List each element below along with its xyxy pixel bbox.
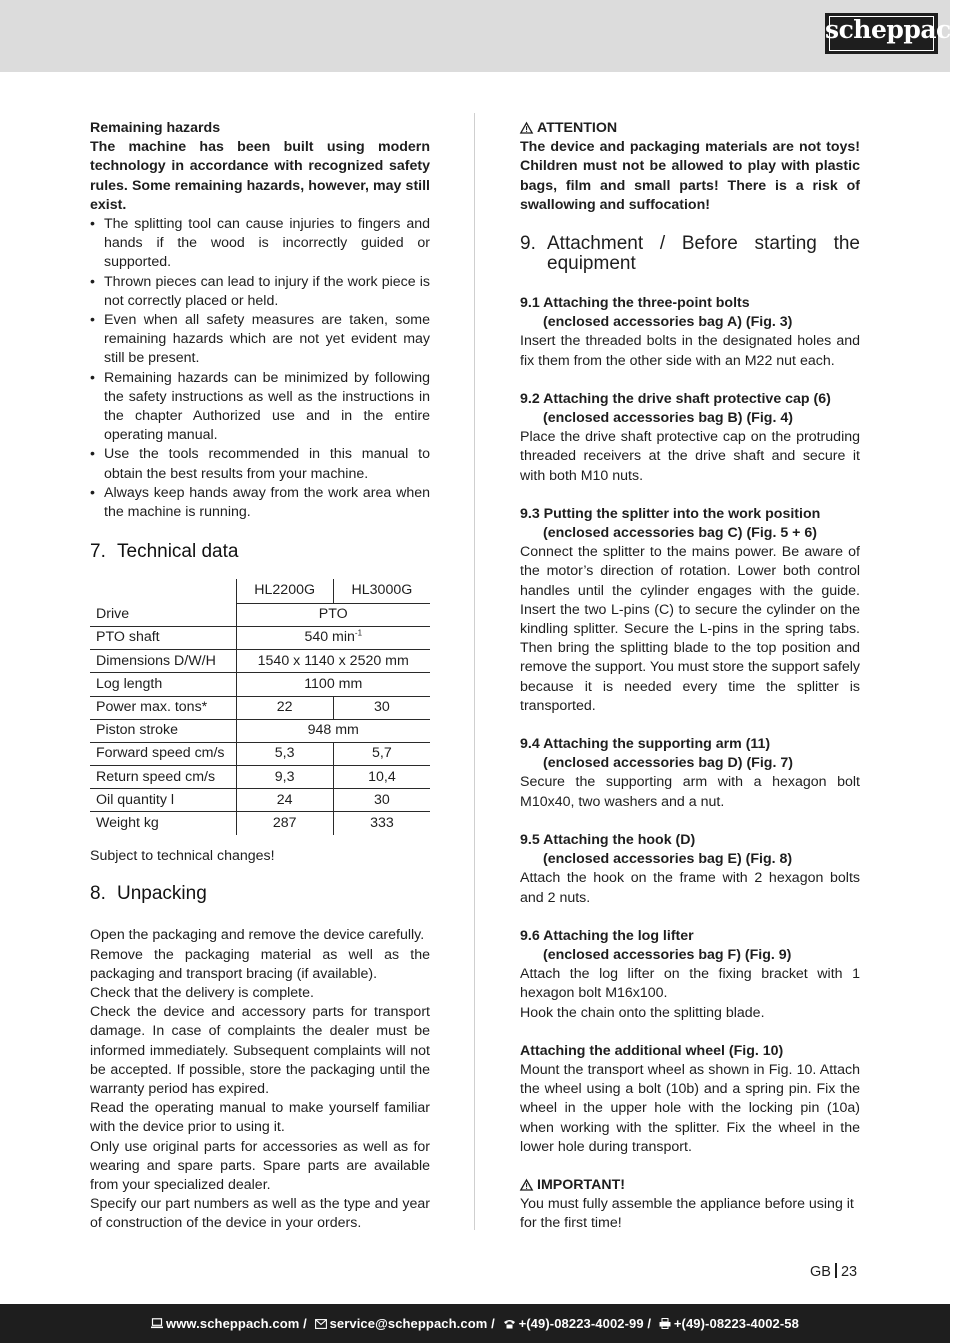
- page-number: GB 23: [810, 1264, 858, 1280]
- table-row: Drive PTO: [90, 603, 430, 626]
- subsection-additional-wheel: Attaching the additional wheel (Fig. 10) Mount the transport wheel as shown in Fig. 10. Attach the wheel using a bolt (10b) and a spring pin. Fix the wheel in the upper hole with the locking pin (10a) when working with the splitter. Fix the wheel in the lower hole during transport.: [520, 1042, 860, 1155]
- header-bar: [0, 0, 968, 72]
- attention-text: The device and packaging materials are not toys! Children must not be allowed to play with plastic bags, film and small parts! There is a risk of swallowing and suffocation!: [520, 139, 860, 213]
- footer-email[interactable]: service@scheppach.com /: [329, 1316, 495, 1331]
- list-item: • Use the tools recommended in this manual to obtain the best results from your machine.: [90, 445, 430, 483]
- paragraph: Remove the packaging material as well as the packaging and transport bracing (if available).: [90, 946, 430, 982]
- table-header-row: [90, 579, 430, 603]
- list-item: • The splitting tool can cause injuries to fingers and hands if the wood is incorrectly guided or supported.: [90, 215, 430, 273]
- warning-icon: [520, 1179, 533, 1191]
- fax-icon: [659, 1318, 671, 1329]
- subsection-9-5: 9.5 Attaching the hook (D) (enclosed accessories bag E) (Fig. 8) Attach the hook on the frame with 2 hexagon bolts and 2 nuts.: [520, 831, 860, 906]
- technical-data-table: [90, 579, 430, 835]
- tech-note: Subject to technical changes!: [90, 848, 275, 865]
- table-row: Dimensions D/W/H 1540 x 1140 x 2520 mm: [90, 650, 430, 673]
- paragraph: Read the operating manual to make yourself familiar with the device prior to using it.: [90, 1100, 430, 1136]
- hazards-intro: The machine has been built using modern technology in accordance with recognized safety rules. Some remaining hazards, however, may still exist.: [90, 139, 430, 213]
- table-row: Return speed cm/s 9,3 10,4: [90, 766, 430, 789]
- list-item: • Thrown pieces can lead to injury if the work piece is not correctly placed or held.: [90, 273, 430, 311]
- paragraph: Check the device and accessory parts for transport damage. In case of complaints the dealer must be informed immediately. Subsequent complaints will not be accepted. If possible, store the packaging until the warranty period has expired.: [90, 1004, 430, 1097]
- table-row: Power max. tons* 22 30: [90, 696, 430, 719]
- table-row: PTO shaft 540 $\min^{-1}$: [90, 626, 430, 649]
- section-heading-technical-data: 7. Technical data: [90, 541, 239, 563]
- scheppach-logo: scheppach: [825, 13, 938, 54]
- paragraph: Only use original parts for accessories as well as for wearing and spare parts. Spare parts are available from your specialized dealer.: [90, 1138, 430, 1193]
- table-row: Oil quantity l 24 30: [90, 789, 430, 812]
- right-column: [520, 119, 860, 1234]
- subsection-9-6: 9.6 Attaching the log lifter (enclosed accessories bag F) (Fig. 9) Attach the log lifter on the fixing bracket with 1 hexagon bolt M16x100. Hook the chain onto the splitting blade.: [520, 927, 860, 1021]
- table-row: Log length 1100 mm: [90, 673, 430, 696]
- hazards-title: Remaining hazards: [90, 120, 221, 136]
- list-item: • Remaining hazards can be minimized by following the safety instructions as well as the instructions in the chapter Authorized use and in the entire operating manual.: [90, 369, 430, 446]
- left-column: [90, 119, 430, 1234]
- subsection-9-4: 9.4 Attaching the supporting arm (11) (enclosed accessories bag D) (Fig. 7) Secure the supporting arm with a hexagon bolt M10x40, two washers and a nut.: [520, 736, 860, 810]
- important-notice: IMPORTANT! You must fully assemble the appliance before using it for the first time!: [520, 1176, 854, 1232]
- footer-website[interactable]: www.scheppach.com /: [166, 1316, 307, 1331]
- footer-fax: +(49)-08223-4002-58: [673, 1316, 799, 1331]
- subsection-9-3: 9.3 Putting the splitter into the work position (enclosed accessories bag C) (Fig. 5 + 6) Connect the splitter to the mains power. Be aware of the motor’s direction of rotation. Lower both control handles until the cylinder engages with the guide. Insert the two L-pins (C) to secure the cylinder on the kindling splitter. Secure the L-pins in the spring tabs. Then bring the splitting blade to the top position and remove the support. You must store the support safely because it is needed every time the splitter is transported.: [520, 505, 860, 714]
- paragraph: Check that the delivery is complete.: [90, 984, 314, 1001]
- table-row: Forward speed cm/s 5,3 5,7: [90, 742, 430, 765]
- section-heading-unpacking: 8. Unpacking: [90, 883, 207, 905]
- phone-icon: [503, 1319, 516, 1329]
- column-header: HL2200G: [236, 579, 333, 603]
- hazards-list: [90, 215, 430, 522]
- paragraph: Open the packaging and remove the device carefully.: [90, 927, 425, 944]
- subsection-9-1: 9.1 Attaching the three-point bolts (enclosed accessories bag A) (Fig. 3) Insert the threaded bolts in the designated holes and fix them from the other side with an M22 nut each.: [520, 295, 860, 369]
- warning-icon: [520, 122, 533, 134]
- table-row: Weight kg 287 333: [90, 812, 430, 835]
- subsection-9-2: 9.2 Attaching the drive shaft protective cap (6) (enclosed accessories bag B) (Fig. 4) Place the drive shaft protective cap on the protruding threaded receivers at the drive shaft and secure it with both M10 nuts.: [520, 390, 860, 484]
- list-item: • Even when all safety measures are taken, some remaining hazards which are not yet evident may still be present.: [90, 311, 430, 369]
- email-icon: [315, 1319, 327, 1329]
- column-divider: [474, 113, 475, 1230]
- computer-icon: [151, 1318, 163, 1329]
- paragraph: Specify our part numbers as well as the type and year of construction of the device in your orders.: [90, 1196, 430, 1232]
- column-header: HL3000G: [333, 579, 430, 603]
- unpacking-text: [90, 926, 430, 1233]
- list-item: • Always keep hands away from the work area when the machine is running.: [90, 484, 430, 522]
- section-heading-attachment: 9. Attachment / Before starting the equipment: [520, 233, 860, 275]
- footer-phone: +(49)-08223-4002-99 /: [518, 1316, 652, 1331]
- attention-heading: ATTENTION: [520, 119, 860, 138]
- table-row: Piston stroke 948 mm: [90, 719, 430, 742]
- footer-bar: [0, 1304, 950, 1343]
